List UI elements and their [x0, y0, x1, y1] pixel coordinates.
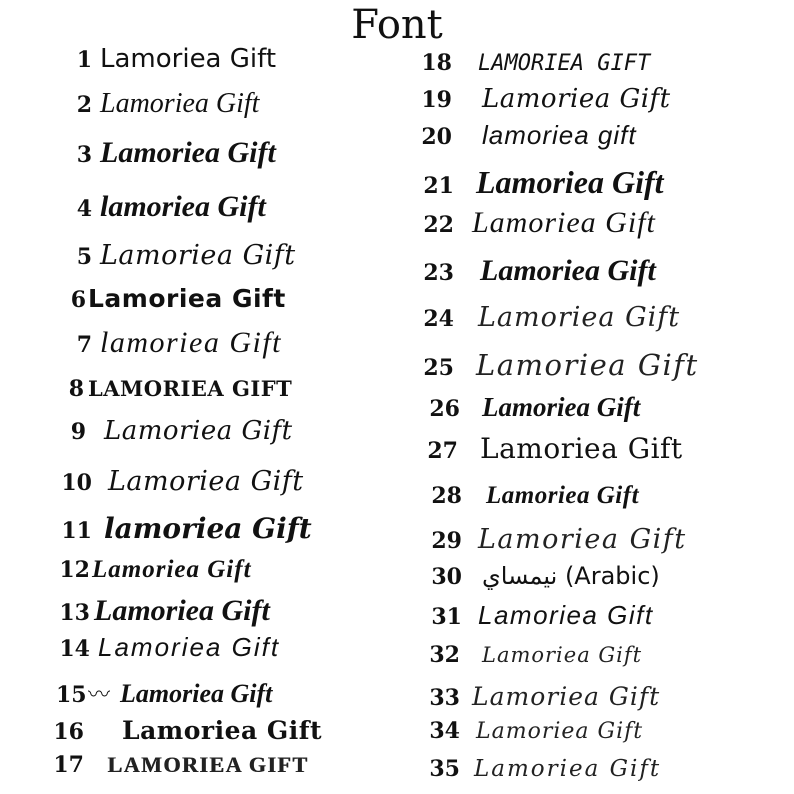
font-number: 25 — [423, 355, 454, 381]
font-sample: Lamoriea Gift — [472, 682, 661, 711]
font-sample: Lamoriea Gift — [92, 556, 252, 583]
font-number: 27 — [427, 438, 458, 464]
font-sample: Lamoriea Gift — [486, 482, 640, 509]
font-option-22 — [420, 206, 656, 240]
font-sample: Lamoriea Gift — [472, 206, 656, 239]
font-sample: Lamoriea Gift — [88, 284, 286, 313]
font-sample: lamoriea Gift — [100, 326, 282, 359]
font-sample: Lamoriea Gift — [476, 164, 664, 200]
font-option-28 — [428, 482, 639, 510]
font-number: 19 — [421, 87, 452, 113]
font-option-24 — [420, 302, 680, 333]
font-sample: Lamoriea Gift — [94, 594, 270, 627]
font-number: 3 — [76, 142, 92, 168]
font-number: 20 — [421, 124, 452, 150]
font-number: 5 — [76, 244, 92, 270]
font-number: 17 — [53, 752, 84, 778]
font-sample: Lamoriea Gift — [108, 466, 304, 497]
font-number: 15 — [56, 682, 87, 708]
font-sample: Lamoriea Gift — [478, 600, 654, 630]
font-number: 32 — [429, 642, 460, 668]
font-sample: Lamoriea Gift — [482, 84, 671, 114]
font-sample: lamoriea Gift — [100, 190, 266, 223]
font-sample: LAMORIEA GIFT — [108, 752, 310, 777]
font-number: 4 — [76, 196, 92, 222]
font-sample: Lamoriea Gift — [122, 716, 323, 745]
font-sample: نيمساي (Arabic) — [482, 562, 660, 590]
font-option-31 — [428, 600, 654, 631]
font-number: 6 — [70, 287, 86, 313]
font-number: 21 — [423, 173, 454, 199]
font-number: 24 — [423, 306, 454, 332]
font-sample: lamoriea gift — [482, 120, 637, 150]
font-number: 30 — [431, 564, 462, 590]
font-number: 22 — [423, 212, 454, 238]
font-sample: Lamoriea Gift — [476, 348, 699, 382]
font-option-27 — [424, 432, 683, 465]
font-number: 28 — [431, 483, 462, 509]
font-sample: LAMORIEA GIFT — [88, 376, 293, 401]
font-number: 34 — [429, 718, 460, 744]
font-option-21 — [420, 164, 664, 201]
font-number: 18 — [421, 50, 452, 76]
font-option-20 — [418, 120, 637, 151]
font-sample: Lamoriea Gift — [482, 392, 641, 422]
font-sample: Lamoriea Gift — [476, 719, 644, 744]
font-sample: Lamoriea Gift — [104, 416, 293, 446]
font-sample: Lamoriea Gift — [100, 88, 260, 119]
font-option-29 — [428, 524, 687, 555]
font-option-26 — [426, 392, 640, 423]
font-number: 12 — [59, 557, 90, 583]
font-number: 13 — [59, 600, 90, 626]
font-option-34 — [426, 718, 643, 744]
font-number: 26 — [429, 396, 460, 422]
font-sample: Lamoriea Gift — [120, 679, 273, 708]
font-number: 9 — [70, 419, 86, 445]
font-number: 16 — [53, 719, 84, 745]
font-sample: Lamoriea Gift — [474, 756, 662, 782]
font-sample: Lamoriea Gift — [478, 302, 681, 333]
page-title: Font — [351, 2, 443, 48]
font-sample: Lamoriea Gift — [100, 240, 296, 271]
font-option-35 — [426, 756, 661, 782]
font-number: 2 — [76, 92, 92, 118]
font-number: 1 — [76, 47, 92, 73]
font-sample: LAMORIEA GIFT — [478, 51, 651, 76]
font-option-18 — [418, 50, 650, 76]
font-option-23 — [420, 254, 656, 288]
flourish-icon: 〰 — [88, 683, 111, 708]
font-number: 29 — [431, 528, 462, 554]
font-sample: Lamoriea Gift — [478, 524, 687, 555]
font-number: 31 — [431, 604, 462, 630]
font-number: 8 — [68, 376, 84, 402]
font-number: 7 — [76, 332, 92, 358]
font-number: 10 — [61, 470, 92, 496]
font-number: 35 — [429, 756, 460, 782]
font-number: 11 — [61, 518, 92, 544]
font-option-25 — [420, 348, 699, 382]
font-option-32 — [426, 642, 642, 668]
font-sample: Lamoriea Gift — [480, 254, 656, 287]
font-number: 14 — [59, 636, 90, 662]
font-option-30 — [428, 562, 660, 590]
font-option-19 — [418, 84, 671, 114]
font-number: 23 — [423, 260, 454, 286]
font-sample: Lamoriea Gift — [100, 136, 276, 169]
font-sample: lamoriea Gift — [104, 512, 312, 545]
font-sample: Lamoriea Gift — [100, 44, 277, 74]
font-sample: Lamoriea Gift — [482, 643, 643, 667]
font-option-33 — [426, 682, 660, 711]
font-number: 33 — [429, 685, 460, 711]
font-sample: Lamoriea Gift — [480, 432, 683, 465]
font-sample: Lamoriea Gift — [98, 632, 281, 662]
